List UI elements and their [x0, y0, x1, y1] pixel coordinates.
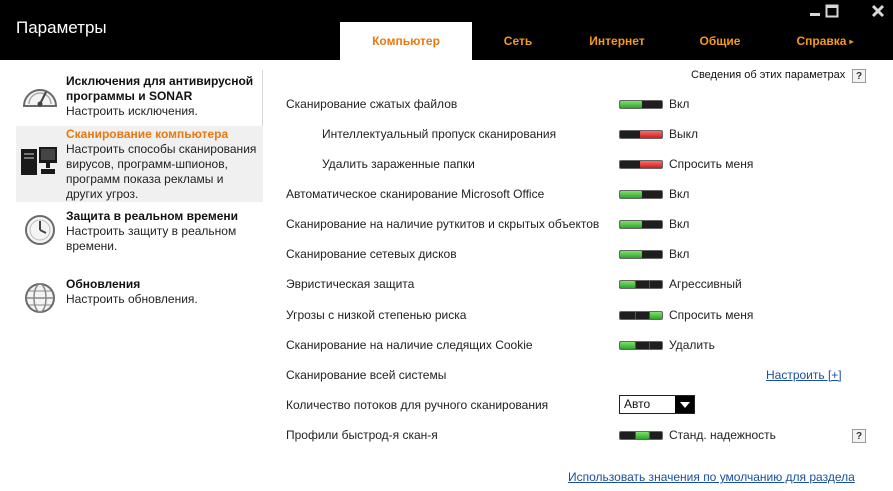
use-defaults-link[interactable]: Использовать значения по умолчанию для раздела — [568, 470, 855, 484]
tab-label: Компьютер — [372, 34, 440, 48]
globe-icon — [18, 277, 62, 315]
computer-icon — [16, 127, 62, 202]
select-value: Авто — [624, 397, 651, 411]
setting-label: Сканирование на наличие следящих Cookie — [286, 338, 533, 352]
setting-value: Станд. надежность — [669, 428, 776, 442]
tab-label: Общие — [699, 34, 741, 48]
gauge-icon — [18, 74, 62, 119]
slider-quick-profile[interactable] — [619, 431, 663, 440]
toggle-compressed-files[interactable] — [619, 100, 663, 109]
sidebar-item-title: Сканирование компьютера — [66, 127, 229, 141]
chevron-down-icon[interactable] — [675, 396, 694, 413]
tab-network[interactable] — [472, 22, 564, 60]
setting-value: Вкл — [669, 247, 690, 261]
sidebar-item-computer-scan[interactable] — [16, 126, 263, 202]
setting-label: Эвристическая защита — [286, 277, 415, 291]
toggle-ms-office[interactable] — [619, 190, 663, 199]
sidebar — [0, 60, 268, 491]
sidebar-item-updates[interactable] — [18, 277, 263, 315]
sidebar-item-desc: Настроить защиту в реальном времени. — [66, 224, 237, 253]
threads-select[interactable] — [619, 395, 695, 414]
tab-label: Интернет — [589, 34, 645, 48]
setting-value: Выкл — [669, 127, 699, 141]
setting-label: Сканирование на наличие руткитов и скрытых объектов — [286, 217, 600, 231]
setting-label: Удалить зараженные папки — [322, 157, 475, 171]
setting-label: Сканирование всей системы — [286, 368, 447, 382]
toggle-smart-skip[interactable] — [619, 130, 663, 139]
setting-value: Вкл — [669, 217, 690, 231]
setting-label: Угрозы с низкой степенью риска — [286, 308, 467, 322]
setting-label: Автоматическое сканирование Microsoft Office — [286, 187, 545, 201]
sidebar-item-exclusions[interactable] — [18, 74, 263, 119]
slider-cookies[interactable] — [619, 341, 663, 350]
chevron-right-icon: ▸ — [849, 36, 854, 46]
slider-heuristic[interactable] — [619, 280, 663, 289]
help-button[interactable]: ? — [852, 429, 866, 443]
tab-label: Сеть — [503, 34, 533, 48]
setting-label: Профили быстрод-я скан-я — [286, 428, 438, 442]
toggle-delete-infected[interactable] — [619, 160, 663, 169]
tab-label: Справка — [796, 34, 847, 48]
tab-bar — [340, 22, 880, 60]
tab-general[interactable] — [670, 22, 770, 60]
maximize-icon[interactable] — [821, 1, 843, 21]
sidebar-item-title: Защита в реальном времени — [66, 209, 238, 223]
setting-value: Вкл — [669, 97, 690, 111]
sidebar-item-desc: Настроить обновления. — [66, 292, 198, 306]
tab-computer[interactable] — [340, 22, 472, 60]
sidebar-item-title: Обновления — [66, 277, 141, 291]
setting-label: Сканирование сетевых дисков — [286, 247, 457, 261]
setting-label: Количество потоков для ручного сканирования — [286, 398, 549, 412]
sidebar-item-desc: Настроить исключения. — [66, 104, 198, 118]
configure-full-scan-link[interactable]: Настроить [+] — [766, 368, 842, 382]
setting-label: Интеллектуальный пропуск сканирования — [322, 127, 557, 141]
sidebar-item-realtime[interactable] — [18, 209, 263, 254]
tab-help[interactable] — [770, 22, 880, 60]
setting-label: Сканирование сжатых файлов — [286, 97, 458, 111]
close-icon[interactable] — [867, 1, 889, 21]
help-button[interactable]: ? — [852, 69, 866, 83]
setting-value: Удалить — [669, 338, 715, 352]
title-bar — [0, 0, 893, 60]
tab-internet[interactable] — [564, 22, 670, 60]
slider-low-risk[interactable] — [619, 311, 663, 320]
setting-value: Спросить меня — [669, 157, 754, 171]
clock-icon — [18, 209, 62, 254]
setting-value: Агрессивный — [669, 277, 742, 291]
toggle-rootkits[interactable] — [619, 220, 663, 229]
setting-value: Спросить меня — [669, 308, 754, 322]
toggle-network-drives[interactable] — [619, 250, 663, 259]
sidebar-item-desc: Настроить способы сканирования вирусов, программ-шпионов, программ показа рекламы и других угроз. — [66, 142, 257, 201]
setting-value: Вкл — [669, 187, 690, 201]
settings-info-link[interactable]: Сведения об этих параметрах — [691, 69, 846, 81]
window-title: Параметры — [16, 18, 107, 37]
sidebar-item-title: Исключения для антивирусной программы и SONAR — [66, 74, 254, 103]
